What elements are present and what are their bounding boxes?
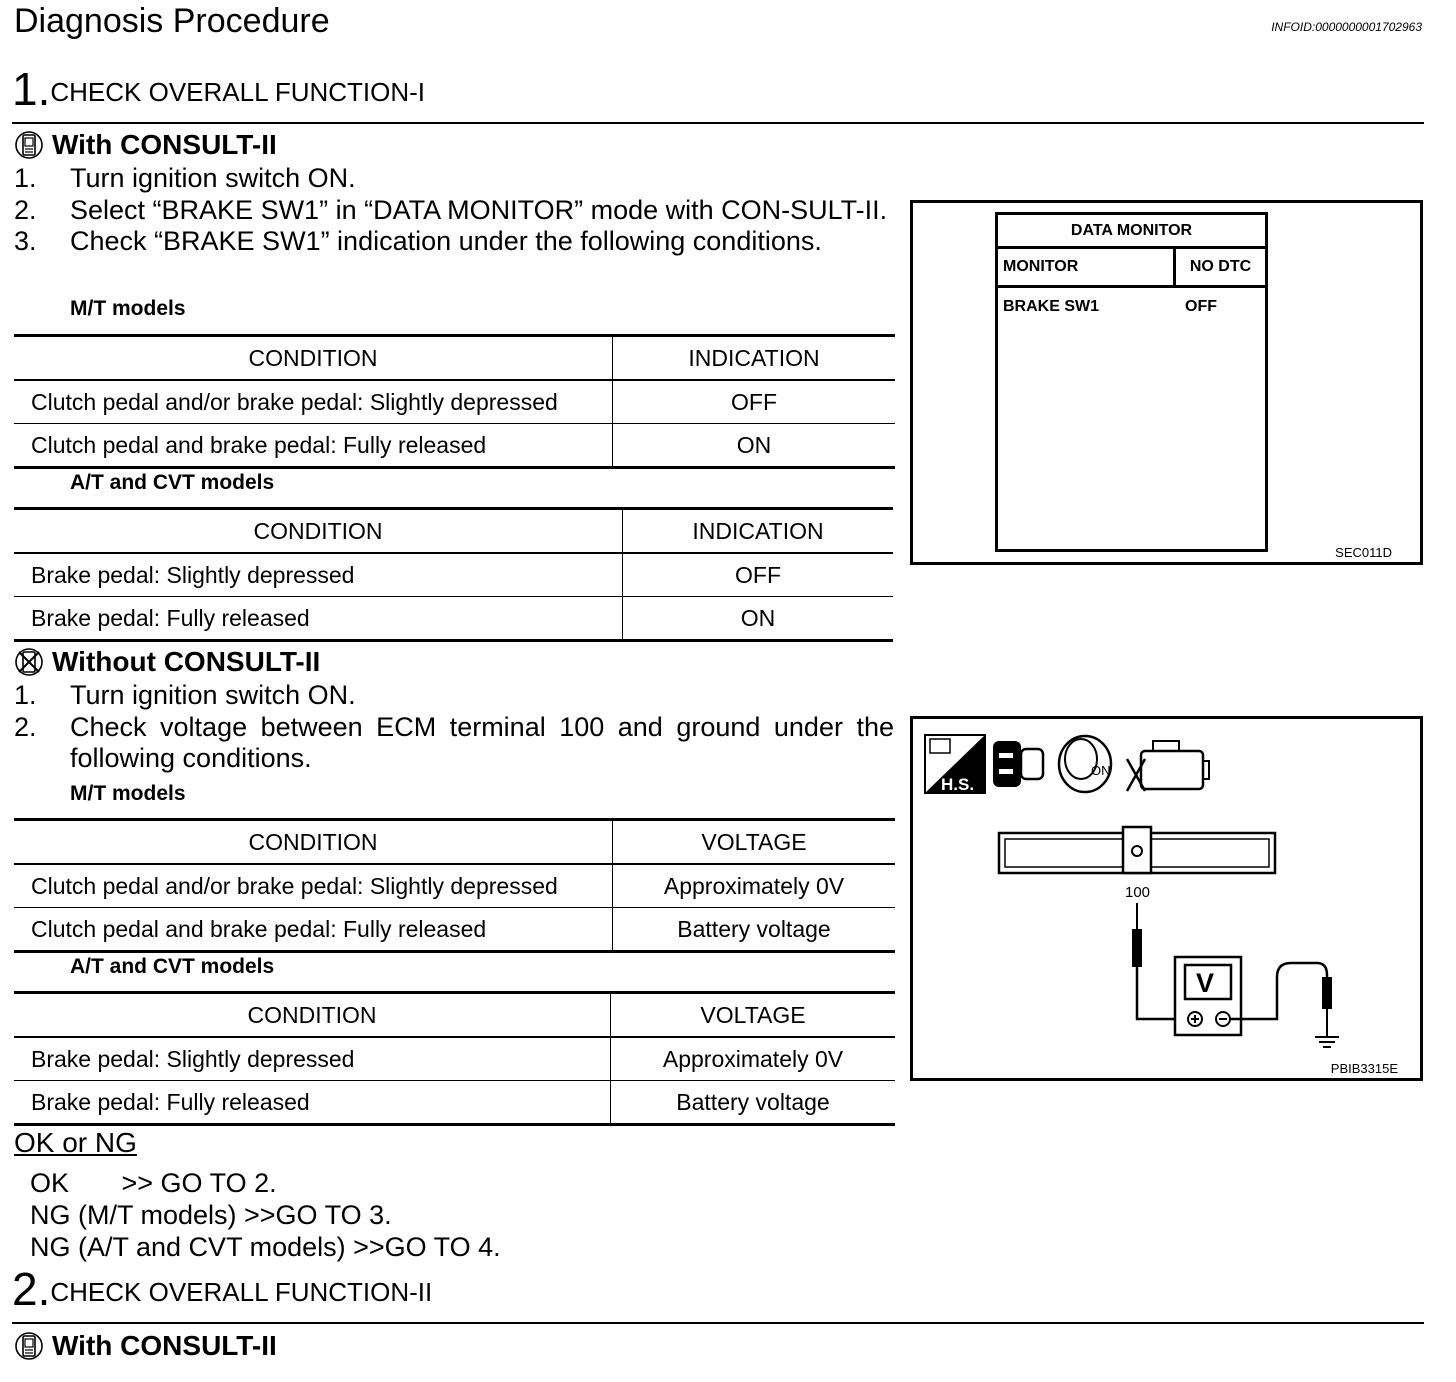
ign-on-label: ON	[1091, 763, 1111, 778]
figure-id: SEC011D	[1335, 545, 1392, 560]
table-row: Clutch pedal and brake pedal: Fully released Battery voltage	[14, 908, 895, 952]
with-consult-label: With CONSULT-II	[52, 129, 277, 160]
consult-icon	[14, 130, 44, 160]
at-cvt-models-label: A/T and CVT models	[70, 471, 275, 494]
consult-at-table	[14, 507, 893, 642]
mt-models-label: M/T models	[70, 782, 186, 805]
hs-label: H.S.	[941, 775, 975, 794]
wiring-diagram	[913, 719, 1420, 1078]
data-monitor-title: DATA MONITOR	[998, 215, 1265, 249]
step-2-heading	[12, 1262, 432, 1316]
result-go-to-3: NG (M/T models) >>GO TO 3.	[30, 1200, 392, 1230]
at-cvt-models-label: A/T and CVT models	[70, 955, 275, 978]
page-title: Diagnosis Procedure	[14, 2, 330, 40]
negative-probe	[1322, 977, 1332, 1009]
data-monitor-screen	[995, 212, 1268, 552]
consult-steps	[14, 163, 894, 258]
monitor-item: BRAKE SW1	[1003, 298, 1100, 315]
engine-off-icon	[1127, 741, 1209, 791]
monitor-col-label: MONITOR	[998, 249, 1176, 285]
table-row: Brake pedal: Fully released Battery voltage	[14, 1081, 895, 1125]
table-row: Clutch pedal and/or brake pedal: Slightly depressed Approximately 0V	[14, 864, 895, 908]
terminal-number: 100	[1125, 884, 1151, 901]
divider	[12, 122, 1424, 124]
step-title: CHECK OVERALL FUNCTION-II	[50, 1277, 433, 1307]
table-header-row: CONDITION INDICATION	[14, 509, 893, 554]
table-row: Clutch pedal and brake pedal: Fully released ON	[14, 424, 895, 468]
step-1-heading	[12, 62, 425, 116]
table-row: Brake pedal: Slightly depressed Approximately 0V	[14, 1037, 895, 1081]
with-consult-heading	[14, 129, 277, 161]
meter-label: V	[1196, 968, 1215, 998]
monitor-value: OFF	[1185, 298, 1217, 315]
with-consult-label: With CONSULT-II	[52, 1330, 277, 1361]
voltage-mt-table	[14, 818, 895, 953]
info-id: INFOID:0000000001702963	[1271, 20, 1422, 34]
list-item: 1. Turn ignition switch ON.	[14, 163, 356, 193]
table-row: Clutch pedal and/or brake pedal: Slightly depressed OFF	[14, 380, 895, 424]
no-consult-icon	[14, 647, 44, 677]
with-consult-heading	[14, 1330, 277, 1362]
voltage-check-figure	[910, 716, 1423, 1081]
data-monitor-row	[998, 288, 1265, 326]
divider	[12, 1322, 1424, 1324]
table-row: Brake pedal: Fully released ON	[14, 597, 893, 641]
result-heading: OK or NG	[14, 1127, 137, 1158]
hs-icon	[925, 735, 985, 794]
data-monitor-figure	[910, 200, 1423, 565]
mt-models-label: M/T models	[70, 297, 186, 320]
result-go-to-2: OK >> GO TO 2.	[30, 1168, 277, 1198]
result-go-to-4: NG (A/T and CVT models) >>GO TO 4.	[30, 1232, 501, 1262]
data-monitor-header	[998, 249, 1265, 288]
step-number: 1.	[12, 63, 51, 115]
table-header-row: CONDITION INDICATION	[14, 336, 895, 381]
list-item: 1. Turn ignition switch ON.	[14, 680, 356, 710]
figure-id: PBIB3315E	[1330, 1061, 1398, 1076]
consult-icon	[14, 1331, 44, 1361]
list-item: 3. Check “BRAKE SW1” indication under the following conditions.	[14, 226, 822, 256]
list-item: 2. Select “BRAKE SW1” in “DATA MONITOR” mode with CON-SULT-II.	[14, 194, 888, 225]
step-title: CHECK OVERALL FUNCTION-I	[50, 77, 426, 107]
without-consult-label: Without CONSULT-II	[52, 646, 321, 677]
ground-icon	[1315, 1009, 1339, 1047]
ecm-connector	[999, 827, 1275, 873]
voltmeter-icon	[1175, 957, 1241, 1035]
voltage-at-table	[14, 991, 895, 1126]
table-header-row: CONDITION VOLTAGE	[14, 993, 895, 1038]
no-dtc-label: NO DTC	[1189, 258, 1252, 275]
ignition-on-icon	[1059, 736, 1111, 792]
table-row: Brake pedal: Slightly depressed OFF	[14, 553, 893, 597]
consult-mt-table	[14, 334, 895, 469]
list-item: 2. Check voltage between ECM terminal 100 and ground under the following conditions.	[14, 711, 894, 773]
step-number: 2.	[12, 1263, 51, 1315]
without-consult-heading	[14, 646, 320, 678]
table-header-row: CONDITION VOLTAGE	[14, 820, 895, 865]
no-consult-steps	[14, 680, 894, 775]
connector-icon	[993, 741, 1043, 787]
positive-probe	[1132, 929, 1142, 967]
